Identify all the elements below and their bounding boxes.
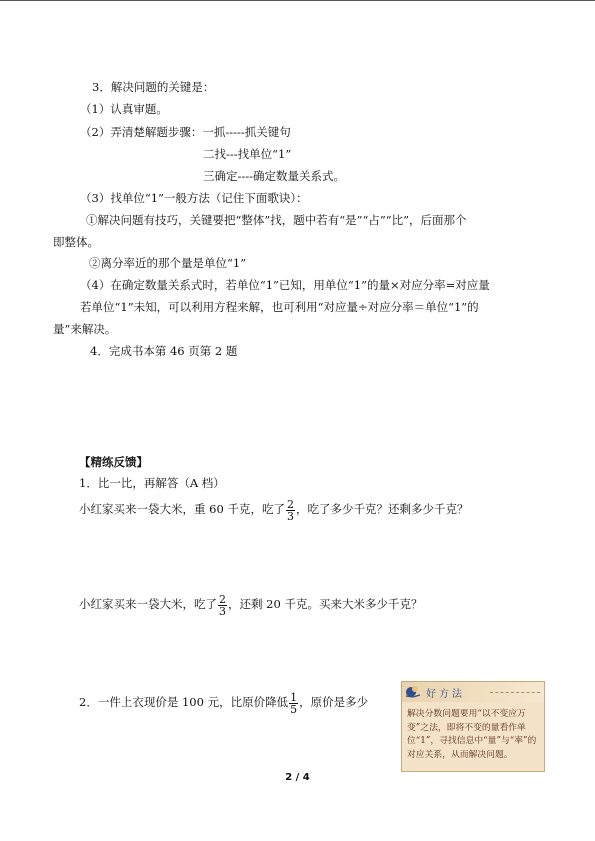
practice-q1b-fraction [218, 594, 227, 617]
section3-rhyme2: ②离分率近的那个量是单位“1” [89, 256, 247, 270]
tip-body: 解决分数问题要用“以不变应万变”之法，即将不变的量看作单位“1”，寻找信息中“量”与“率”的对应关系，从而解决问题。 [407, 709, 537, 760]
practice-q1b [79, 590, 422, 618]
bird-icon [405, 684, 421, 699]
practice-q1a-fraction [286, 499, 295, 522]
practice-q1a-after: ，吃了多少千克？还剩多少千克？ [295, 502, 469, 516]
tip-title: 好方法 [426, 689, 465, 700]
section3-item4-line3: 量”来解决。 [53, 322, 117, 336]
section3-item2: （2）弄清楚解题步骤：一抓-----抓关键句 [80, 125, 291, 139]
practice-title: 【精练反馈】 [79, 455, 148, 469]
section4-heading: 4．完成书本第 46 页第 2 题 [90, 344, 238, 358]
practice-q2-after: ，原价是多少 [299, 695, 369, 709]
fraction-numerator: 2 [219, 592, 226, 606]
fraction-numerator: 2 [286, 497, 294, 511]
practice-q1a [79, 495, 468, 523]
fraction-numerator: 1 [290, 690, 298, 704]
fraction-denominator: 3 [286, 509, 294, 523]
practice-q1b-after: ，还剩 20 千克。买来大米多少千克？ [228, 597, 423, 611]
practice-q1-heading: 1．比一比，再解答（A 档） [79, 476, 225, 490]
section3-item3: （3）找单位“1”一般方法（记住下面歌诀）： [80, 191, 308, 205]
practice-q1a-before: 小红家买来一袋大米，重 60 千克，吃了 [79, 502, 285, 516]
section3-heading: 3．解决问题的关键是： [92, 80, 215, 94]
section3-item2-step2: 二找---找单位“1” [203, 147, 292, 161]
fraction-denominator: 3 [219, 604, 226, 618]
page-number: 2 / 4 [285, 772, 310, 783]
tip-divider [490, 692, 540, 694]
page-top-border [0, 0, 595, 1]
practice-q2-fraction [289, 692, 298, 715]
section3-item1: （1）认真审题。 [80, 102, 168, 116]
practice-q2-before: 2．一件上衣现价是 100 元，比原价降低 [79, 695, 289, 709]
section3-item4-line1: （4）在确定数量关系式时，若单位“1”已知，用单位“1”的量×对应分率=对应量 [80, 278, 490, 292]
section3-item2-step3: 三确定----确定数量关系式。 [203, 169, 346, 183]
section3-item4-line2: 若单位“1”未知，可以利用方程来解，也可利用“对应量÷对应分率＝单位“1”的 [80, 300, 479, 314]
section3-rhyme1-line1: ①解决问题有技巧，关键要把“整体”找，题中若有“是”“占”“比”，后面那个 [86, 213, 467, 227]
practice-q2 [79, 688, 368, 716]
fraction-denominator: 5 [290, 702, 298, 716]
practice-q1b-before: 小红家买来一袋大米，吃了 [79, 597, 217, 611]
section3-rhyme1-line2: 即整体。 [53, 235, 99, 249]
tip-box [401, 681, 545, 772]
